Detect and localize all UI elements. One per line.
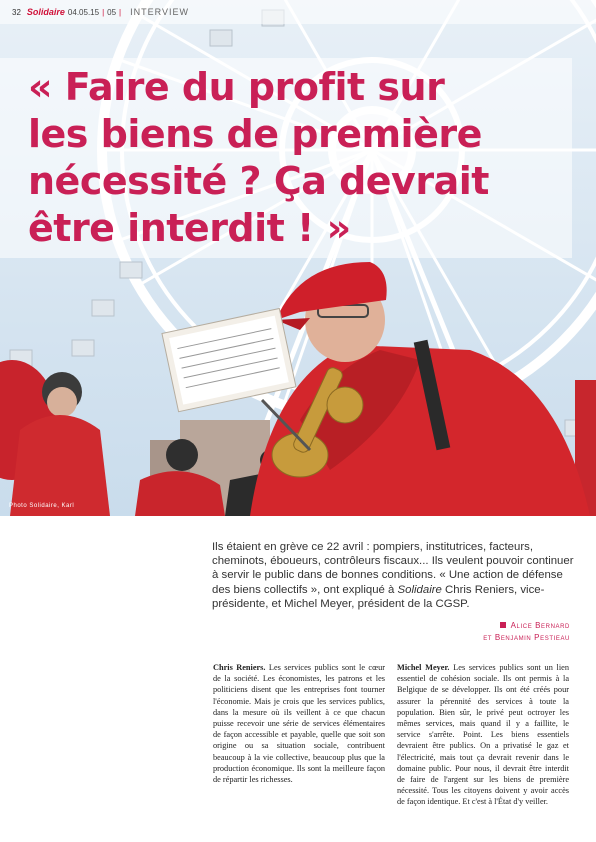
byline [483,620,570,644]
headline-line: les biens de première [28,112,482,156]
page-number: 32 [12,7,21,17]
issue-number: 05 [107,7,117,17]
answer-text: Les services publics sont le cœur de la société. Les économistes, les patrons et les politiciens disent que les entreprises font tourner l'économie. Mais je crois que les services publics, dans la mesure où ils veillent à ce que chacun puisse recevoir une série de services élémentaires de façon accessible et payable, quelle que soit son origine ou sa situation sociale, contribuent beaucoup à la vie collective, beaucoup plus que la production économique. Ils sont la meilleure façon de répartir les richesses. [213,663,385,785]
body-column-2 [397,662,569,808]
speaker-name: Michel Meyer. [397,663,450,672]
header-separator-2: | [119,7,122,17]
headline-line: être interdit ! » [28,206,351,250]
photo-credit: Photo Solidaire, Karl [9,503,75,509]
byline-square-icon [500,622,506,628]
intro-paragraph [212,540,574,611]
intro-text-end: Chris Reniers, vice-présidente, et Michel Meyer, président de la CGSP. [212,583,545,610]
author-2: et Benjamin Pestieau [483,633,570,642]
header-separator: | [102,7,105,17]
intro-text: Ils étaient en grève ce 22 avril : pompiers, institutrices, facteurs, cheminots, éboueurs, contrôleurs fiscaux... Ils veulent pouvoir continuer à servir le public dans de bonnes conditions. « Une action de défense des biens collectifs », ont expliqué à [212,541,574,596]
author-1: Alice Bernard [510,621,570,630]
issue-date: 04.05.15 [67,7,100,17]
body-column-1 [213,662,385,785]
page-header [0,0,596,24]
headline-line: « Faire du profit sur [28,65,445,109]
speaker-name: Chris Reniers. [213,663,266,672]
intro-publication: Solidaire [397,583,442,596]
headline-line: nécessité ? Ça devrait [28,159,489,203]
section-label: INTERVIEW [130,7,189,17]
answer-text: Les services publics sont un lien essentiel de cohésion sociale. Ils ont permis à la Belgique de se développer. Ils ont été créés pour assurer la pérennité des services à toute la population. Bien sûr, le privé peut octroyer les mêmes services, mais quand il y a faillite, le service s'arrête. Point. Les biens essentiels devraient être publics. On a privatisé le gaz et l'électricité, mais tout ça devrait revenir dans le domaine public. Pour nous, il devrait être interdit de faire de l'argent sur les biens de première nécessité. Tous les citoyens doivent y avoir accès de façon identique. Et c'est à l'État d'y veiller. [397,663,569,807]
publication-name: Solidaire [26,7,65,17]
headline [28,64,568,252]
